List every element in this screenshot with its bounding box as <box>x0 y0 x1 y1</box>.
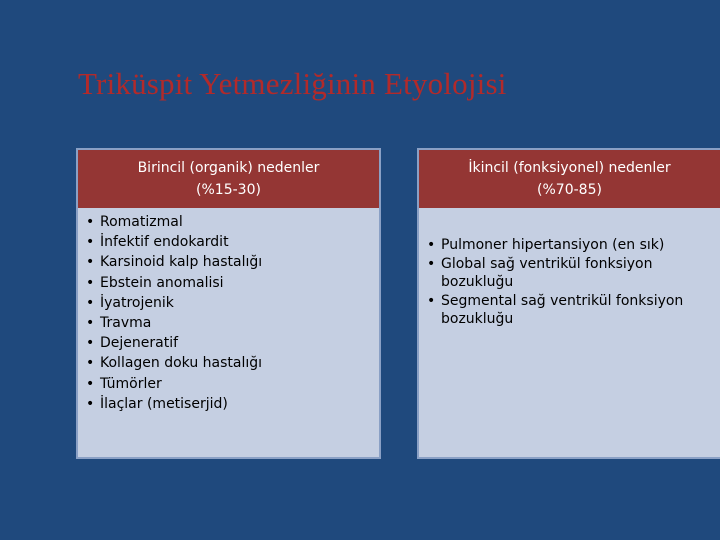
list-item <box>427 292 720 329</box>
list-item-text: İnfektif endokardit <box>100 234 229 251</box>
list-item <box>427 236 720 255</box>
list-item-text: Tümörler <box>100 375 162 392</box>
secondary-causes-column <box>417 148 720 459</box>
secondary-header-percent: (%70-85) <box>537 182 602 198</box>
bullet-icon: • <box>86 234 95 251</box>
bullet-icon: • <box>86 355 95 372</box>
slide-title: Triküspit Yetmezliğinin Etyolojisi <box>78 66 507 101</box>
list-item <box>86 313 379 333</box>
list-item-text: İlaçlar (metiserjid) <box>100 395 228 412</box>
bullet-icon: • <box>427 292 436 309</box>
secondary-causes-list <box>419 208 720 329</box>
list-item-text: Global sağ ventrikül fonksiyon bozukluğu <box>441 255 653 290</box>
secondary-header-label: İkincil (fonksiyonel) nedenler <box>468 160 671 176</box>
list-item <box>86 394 379 414</box>
list-item <box>427 255 720 292</box>
list-item <box>86 333 379 353</box>
list-item-text: Romatizmal <box>100 214 183 230</box>
bullet-icon: • <box>86 335 95 352</box>
primary-causes-header <box>78 150 379 208</box>
list-item-text: Pulmoner hipertansiyon (en sık) <box>441 237 665 253</box>
primary-causes-list <box>78 208 379 414</box>
bullet-icon: • <box>86 254 95 271</box>
list-item-text: Segmental sağ ventrikül fonksiyon bozukluğu <box>441 292 684 327</box>
list-item <box>86 353 379 373</box>
primary-causes-column <box>76 148 381 459</box>
list-item <box>86 374 379 394</box>
list-item <box>86 232 379 252</box>
list-item-text: Dejeneratif <box>100 335 179 352</box>
list-item <box>86 252 379 272</box>
secondary-causes-header <box>419 150 720 208</box>
bullet-icon: • <box>86 214 95 230</box>
bullet-icon: • <box>427 237 436 253</box>
primary-header-percent: (%15-30) <box>196 182 261 198</box>
list-item <box>86 293 379 313</box>
list-item-text: İyatrojenik <box>100 294 174 311</box>
list-item <box>86 212 379 232</box>
bullet-icon: • <box>86 395 95 412</box>
primary-header-label: Birincil (organik) nedenler <box>137 160 320 176</box>
bullet-icon: • <box>86 274 95 291</box>
bullet-icon: • <box>86 375 95 392</box>
list-item-text: Karsinoid kalp hastalığı <box>100 254 263 271</box>
bullet-icon: • <box>427 255 436 272</box>
bullet-icon: • <box>86 315 95 332</box>
bullet-icon: • <box>86 294 95 311</box>
list-item-text: Travma <box>100 315 152 332</box>
list-item-text: Kollagen doku hastalığı <box>100 355 263 372</box>
list-item <box>86 273 379 293</box>
list-item-text: Ebstein anomalisi <box>100 274 224 291</box>
